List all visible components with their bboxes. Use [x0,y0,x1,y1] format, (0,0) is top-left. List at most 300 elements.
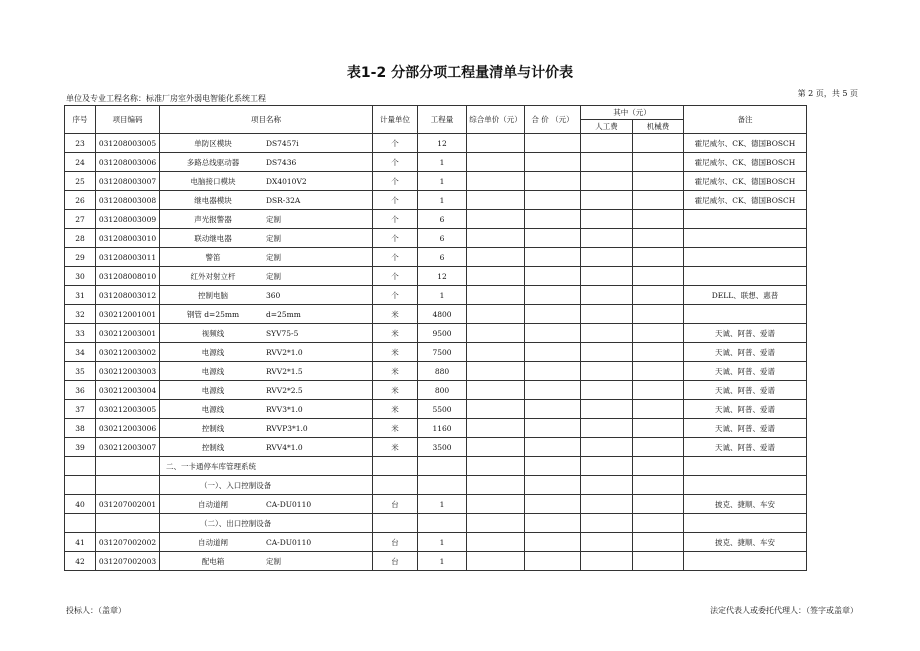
cell-total [525,267,581,286]
cell-qty: 3500 [418,438,467,457]
cell-total [525,210,581,229]
item-name: 自动道闸 [198,499,228,509]
cell-name [160,533,373,552]
cell-qty: 1 [418,552,467,571]
cell-code: 030212003002 [96,343,160,362]
cell-note: 天诚、阿普、爱谱 [684,419,807,438]
bidder-signature: 投标人：（盖章） [66,606,126,615]
cell-code: 031208003008 [96,191,160,210]
cell-machine [633,305,684,324]
cell-unit: 个 [373,286,418,305]
header-of-which: 其中（元） [581,106,684,120]
cell-code: 031208003005 [96,134,160,153]
bill-of-quantities-table [64,105,807,571]
cell-total [525,248,581,267]
cell-unit [373,514,418,533]
cell-code: 030212003004 [96,381,160,400]
cell-qty [418,457,467,476]
cell-total [525,476,581,495]
cell-labor [581,400,633,419]
item-name: 视频线 [201,328,225,338]
cell-seq: 30 [65,267,96,286]
cell-total [525,172,581,191]
cell-qty: 12 [418,134,467,153]
cell-total [525,400,581,419]
cell-note [684,552,807,571]
cell-unit-price [467,400,525,419]
cell-seq: 24 [65,153,96,172]
cell-unit-price [467,210,525,229]
cell-name [160,381,373,400]
cell-name [160,134,373,153]
cell-unit: 个 [373,153,418,172]
cell-unit-price [467,229,525,248]
section-label: （一）、入口控制设备 [160,476,373,495]
item-name: 电脑接口模块 [190,176,236,186]
cell-name [160,419,373,438]
cell-unit-price [467,324,525,343]
cell-total [525,552,581,571]
cell-code: 030212003007 [96,438,160,457]
cell-labor [581,552,633,571]
cell-name [160,362,373,381]
cell-machine [633,286,684,305]
cell-unit-price [467,153,525,172]
cell-labor [581,134,633,153]
cell-unit: 米 [373,400,418,419]
item-spec: RVV2*1.0 [266,347,303,357]
cell-seq [65,514,96,533]
cell-qty: 6 [418,210,467,229]
cell-unit-price [467,286,525,305]
table-row [65,191,807,210]
cell-machine [633,267,684,286]
cell-total [525,343,581,362]
cell-unit: 米 [373,305,418,324]
cell-qty: 1 [418,495,467,514]
cell-note [684,305,807,324]
cell-machine [633,495,684,514]
header-unit-price: 综合单价（元） [467,106,525,134]
item-spec: 360 [266,290,281,300]
cell-code: 030212003006 [96,419,160,438]
cell-note [684,457,807,476]
cell-qty: 1 [418,191,467,210]
cell-unit: 米 [373,362,418,381]
item-name: 声光报警器 [194,214,232,224]
cell-total [525,533,581,552]
item-name: 电源线 [201,347,225,357]
cell-note: 天诚、阿普、爱谱 [684,362,807,381]
cell-note: DELL、联想、惠普 [684,286,807,305]
cell-unit-price [467,172,525,191]
header-code: 项目编码 [96,106,160,134]
cell-code: 031208008010 [96,267,160,286]
table-row [65,248,807,267]
item-name: 联动继电器 [194,233,232,243]
cell-note: 霍尼威尔、CK、德国BOSCH [684,153,807,172]
cell-total [525,438,581,457]
cell-total [525,191,581,210]
item-spec: RVV4*1.0 [266,442,303,452]
cell-note [684,514,807,533]
cell-unit [373,457,418,476]
cell-code [96,457,160,476]
table-row [65,438,807,457]
section-row [65,476,807,495]
item-spec: DS7436 [266,157,297,167]
item-spec: 定制 [266,556,281,566]
item-spec: 定制 [266,233,281,243]
item-name: 警笛 [205,252,221,262]
cell-seq: 29 [65,248,96,267]
item-spec: 定制 [266,214,281,224]
cell-labor [581,362,633,381]
table-body [65,134,807,571]
item-name: 电源线 [201,385,225,395]
cell-labor [581,267,633,286]
cell-machine [633,134,684,153]
item-spec: RVV2*1.5 [266,366,303,376]
cell-unit-price [467,362,525,381]
header-name: 项目名称 [160,106,373,134]
cell-note [684,210,807,229]
cell-machine [633,381,684,400]
cell-code: 030212001001 [96,305,160,324]
cell-unit-price [467,381,525,400]
cell-labor [581,457,633,476]
item-spec: DSR-32A [266,195,301,205]
cell-qty: 4800 [418,305,467,324]
cell-labor [581,191,633,210]
item-name: 控制线 [201,442,225,452]
document-title: 表1-2 分部分项工程量清单与计价表 [346,65,574,81]
cell-seq: 42 [65,552,96,571]
table-row [65,343,807,362]
item-spec: DS7457i [266,138,299,148]
cell-total [525,381,581,400]
cell-unit: 台 [373,533,418,552]
table-row [65,172,807,191]
cell-qty: 1 [418,153,467,172]
cell-machine [633,457,684,476]
cell-unit-price [467,248,525,267]
cell-note: 天诚、阿普、爱谱 [684,343,807,362]
cell-total [525,419,581,438]
cell-machine [633,552,684,571]
cell-seq: 31 [65,286,96,305]
cell-labor [581,210,633,229]
item-name: 多路总线驱动器 [186,157,240,167]
cell-unit: 个 [373,191,418,210]
cell-labor [581,343,633,362]
cell-machine [633,362,684,381]
cell-unit: 台 [373,552,418,571]
cell-labor [581,172,633,191]
cell-qty: 1 [418,172,467,191]
table-row [65,552,807,571]
cell-total [525,134,581,153]
cell-name [160,495,373,514]
page-indicator: 第 2 页，共 5 页 [797,89,858,98]
cell-labor [581,229,633,248]
cell-name [160,400,373,419]
cell-machine [633,438,684,457]
cell-unit-price [467,305,525,324]
cell-unit-price [467,438,525,457]
cell-note: 天诚、阿普、爱谱 [684,324,807,343]
cell-code: 031208003011 [96,248,160,267]
cell-unit: 台 [373,495,418,514]
section-label: （二）、出口控制设备 [160,514,373,533]
cell-note: 天诚、阿普、爱谱 [684,438,807,457]
project-unit-label: 单位及专业工程名称：标准厂房室外弱电智能化系统工程 [66,94,266,103]
cell-code: 031208003007 [96,172,160,191]
cell-labor [581,153,633,172]
cell-qty: 6 [418,229,467,248]
cell-total [525,153,581,172]
cell-note [684,248,807,267]
cell-total [525,457,581,476]
cell-total [525,362,581,381]
header-labor: 人工费 [581,120,633,134]
item-spec: RVVP3*1.0 [266,423,308,433]
cell-code: 031208003012 [96,286,160,305]
cell-note [684,267,807,286]
cell-name [160,286,373,305]
cell-code: 030212003003 [96,362,160,381]
table-row [65,134,807,153]
cell-labor [581,305,633,324]
cell-machine [633,210,684,229]
header-qty: 工程量 [418,106,467,134]
cell-qty: 1 [418,533,467,552]
cell-note: 霍尼威尔、CK、德国BOSCH [684,191,807,210]
cell-qty: 1 [418,286,467,305]
cell-unit [373,476,418,495]
cell-unit-price [467,514,525,533]
table-row [65,400,807,419]
cell-name [160,438,373,457]
cell-total [525,514,581,533]
cell-total [525,324,581,343]
cell-unit-price [467,191,525,210]
cell-seq: 34 [65,343,96,362]
cell-seq: 32 [65,305,96,324]
cell-seq: 41 [65,533,96,552]
cell-machine [633,400,684,419]
table-row [65,153,807,172]
item-name: 继电器模块 [194,195,232,205]
cell-labor [581,438,633,457]
item-spec: DX4010V2 [266,176,307,186]
cell-code: 030212003005 [96,400,160,419]
cell-name [160,153,373,172]
cell-machine [633,419,684,438]
item-name: 控制电脑 [198,290,228,300]
cell-seq: 33 [65,324,96,343]
table-row [65,210,807,229]
cell-unit: 米 [373,324,418,343]
cell-labor [581,419,633,438]
cell-total [525,495,581,514]
cell-seq: 25 [65,172,96,191]
section-label: 二、一卡通停车库管理系统 [160,457,373,476]
table-row [65,533,807,552]
cell-labor [581,248,633,267]
item-spec: CA-DU0110 [266,537,312,547]
cell-total [525,286,581,305]
item-spec: SYV75-5 [266,328,299,338]
cell-unit-price [467,267,525,286]
cell-labor [581,533,633,552]
item-name: 单防区模块 [194,138,232,148]
cell-qty: 6 [418,248,467,267]
cell-qty: 5500 [418,400,467,419]
cell-code: 031208003009 [96,210,160,229]
cell-machine [633,153,684,172]
cell-seq: 35 [65,362,96,381]
table-row [65,419,807,438]
table-row [65,362,807,381]
cell-total [525,305,581,324]
cell-seq: 23 [65,134,96,153]
cell-name [160,210,373,229]
cell-machine [633,191,684,210]
item-spec: 定制 [266,252,281,262]
item-name: 电源线 [201,404,225,414]
cell-qty: 800 [418,381,467,400]
cell-unit-price [467,552,525,571]
cell-unit-price [467,419,525,438]
cell-note: 霍尼威尔、CK、德国BOSCH [684,172,807,191]
cell-name [160,324,373,343]
cell-unit-price [467,457,525,476]
header-note: 备注 [684,106,807,134]
table-row [65,286,807,305]
header-seq: 序号 [65,106,96,134]
cell-labor [581,476,633,495]
cell-name [160,343,373,362]
cell-unit: 个 [373,172,418,191]
cell-machine [633,324,684,343]
item-name: 配电箱 [201,556,225,566]
cell-total [525,229,581,248]
item-name: 电源线 [201,366,225,376]
cell-seq [65,476,96,495]
item-name: 自动道闸 [198,537,228,547]
cell-seq [65,457,96,476]
cell-labor [581,286,633,305]
cell-machine [633,476,684,495]
cell-unit: 个 [373,267,418,286]
cell-labor [581,495,633,514]
cell-unit: 个 [373,248,418,267]
cell-qty: 880 [418,362,467,381]
cell-labor [581,381,633,400]
header-machine: 机械费 [633,120,684,134]
cell-machine [633,172,684,191]
cell-seq: 39 [65,438,96,457]
cell-code: 031208003010 [96,229,160,248]
table-row [65,267,807,286]
cell-qty: 9500 [418,324,467,343]
cell-code [96,514,160,533]
cell-name [160,552,373,571]
cell-unit: 个 [373,210,418,229]
cell-code: 031207002003 [96,552,160,571]
cell-name [160,305,373,324]
cell-name [160,248,373,267]
cell-note: 霍尼威尔、CK、德国BOSCH [684,134,807,153]
item-spec: RVV2*2.5 [266,385,303,395]
cell-seq: 40 [65,495,96,514]
cell-seq: 28 [65,229,96,248]
cell-seq: 37 [65,400,96,419]
table-row [65,381,807,400]
table-row [65,229,807,248]
cell-code: 031207002001 [96,495,160,514]
cell-machine [633,343,684,362]
cell-qty: 12 [418,267,467,286]
cell-unit: 米 [373,419,418,438]
cell-seq: 26 [65,191,96,210]
cell-code: 030212003001 [96,324,160,343]
cell-machine [633,229,684,248]
cell-machine [633,514,684,533]
cell-name [160,267,373,286]
item-name: 控制线 [201,423,225,433]
cell-code: 031208003006 [96,153,160,172]
cell-seq: 38 [65,419,96,438]
section-row [65,457,807,476]
table-row [65,495,807,514]
item-spec: d=25mm [266,309,301,319]
cell-qty [418,476,467,495]
cell-machine [633,248,684,267]
header-unit: 计量单位 [373,106,418,134]
item-spec: 定制 [266,271,281,281]
cell-unit: 米 [373,438,418,457]
cell-name [160,172,373,191]
cell-unit: 米 [373,381,418,400]
cell-unit-price [467,476,525,495]
item-spec: CA-DU0110 [266,499,312,509]
section-row [65,514,807,533]
cell-code [96,476,160,495]
item-spec: RVV3*1.0 [266,404,303,414]
cell-unit: 米 [373,343,418,362]
cell-seq: 27 [65,210,96,229]
cell-machine [633,533,684,552]
cell-qty: 1160 [418,419,467,438]
cell-unit-price [467,495,525,514]
cell-seq: 36 [65,381,96,400]
cell-note: 披克、捷顺、车安 [684,533,807,552]
cell-note [684,476,807,495]
cell-qty [418,514,467,533]
cell-name [160,191,373,210]
table-row [65,305,807,324]
cell-unit: 个 [373,229,418,248]
cell-note: 披克、捷顺、车安 [684,495,807,514]
table-row [65,324,807,343]
cell-note: 天诚、阿普、爱谱 [684,381,807,400]
header-total: 合 价 （元） [525,106,581,134]
cell-name [160,229,373,248]
cell-unit-price [467,343,525,362]
cell-labor [581,514,633,533]
